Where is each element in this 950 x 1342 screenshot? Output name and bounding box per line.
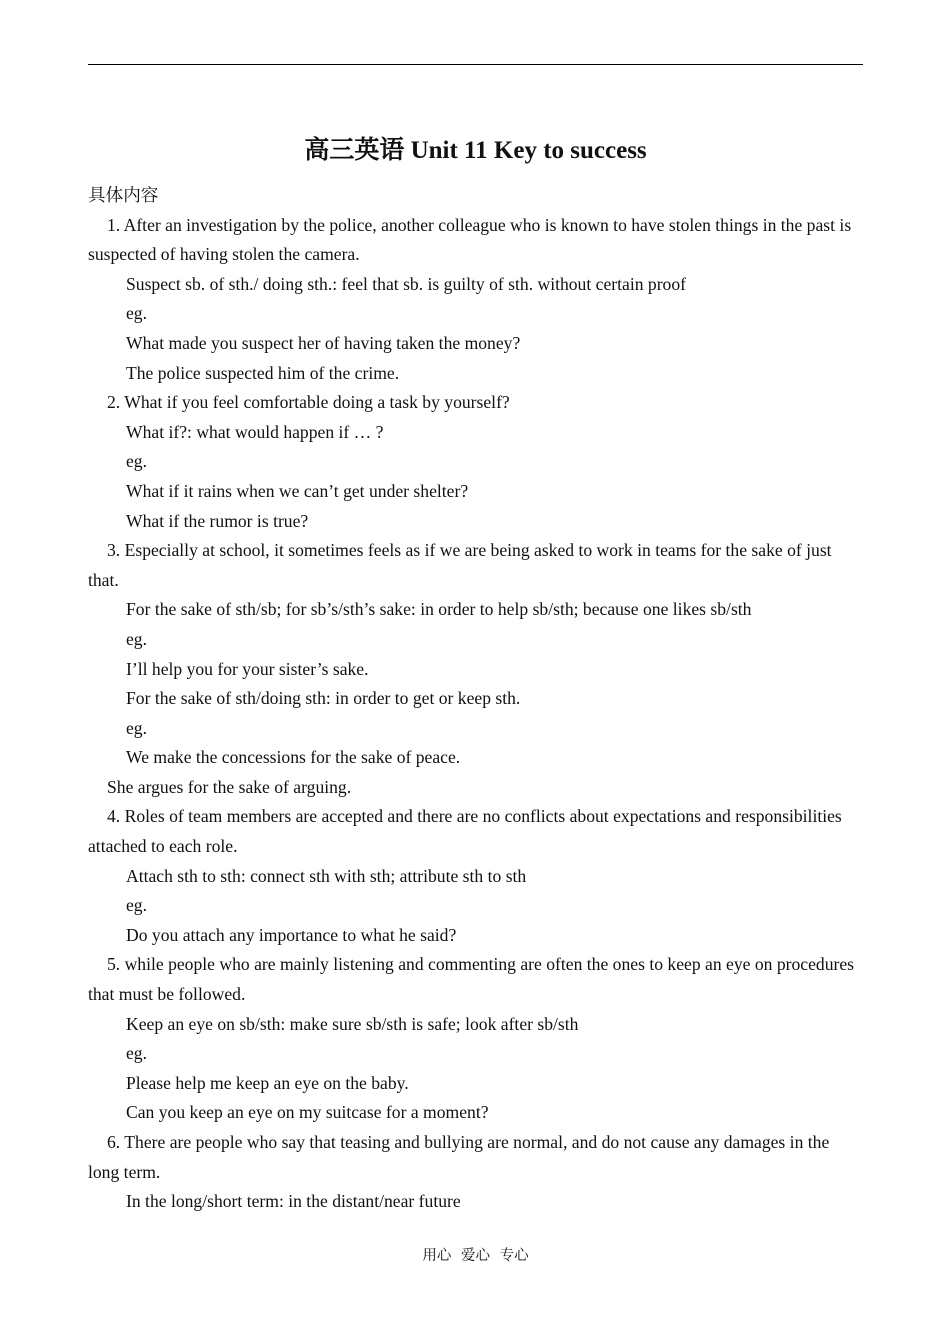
document-title: 高三英语 Unit 11 Key to success — [304, 137, 647, 164]
numbered-item: 4. Roles of team members are accepted and there are no conflicts about expectations and responsibilities attached to each role. — [88, 806, 842, 857]
body-line: What if?: what would happen if … ? — [126, 421, 384, 442]
body-line: Suspect sb. of sth./ doing sth.: feel that sb. is guilty of sth. without certain proof — [126, 273, 687, 294]
body-line: What if it rains when we can’t get under shelter? — [126, 480, 469, 501]
body-line: What if the rumor is true? — [126, 510, 309, 531]
document-body — [88, 181, 863, 1217]
numbered-item: 6. There are people who say that teasing and bullying are normal, and do not cause any damages in the long term. — [88, 1132, 830, 1182]
body-line: Attach sth to sth: connect sth with sth; attribute sth to sth — [126, 865, 527, 886]
header-rule — [88, 64, 863, 65]
section-label: 具体内容 — [88, 185, 159, 205]
body-line: Please help me keep an eye on the baby. — [126, 1072, 409, 1093]
body-line: For the sake of sth/sb; for sb’s/sth’s sake: in order to help sb/sth; because one likes sb/sth — [126, 599, 752, 620]
numbered-item: 3. Especially at school, it sometimes feels as if we are being asked to work in teams for the sake of just that. — [88, 540, 832, 590]
numbered-item: 2. What if you feel comfortable doing a task by yourself? — [107, 392, 510, 413]
body-line: Do you attach any importance to what he said? — [126, 924, 457, 945]
body-line: What made you suspect her of having taken the money? — [126, 332, 521, 353]
body-line: In the long/short term: in the distant/near future — [126, 1191, 461, 1212]
example-marker: eg. — [126, 895, 148, 916]
example-marker: eg. — [126, 1043, 148, 1064]
example-marker: eg. — [126, 451, 148, 472]
page-footer: 用心 爱心 专心 — [422, 1248, 529, 1264]
body-line: I’ll help you for your sister’s sake. — [126, 658, 369, 679]
numbered-item: 5. while people who are mainly listening and commenting are often the ones to keep an eye on procedures that must be followed. — [88, 954, 855, 1005]
body-line: She argues for the sake of arguing. — [107, 776, 352, 797]
body-line: Can you keep an eye on my suitcase for a moment? — [126, 1102, 489, 1123]
body-line: We make the concessions for the sake of peace. — [126, 747, 461, 768]
example-marker: eg. — [126, 717, 148, 738]
numbered-item: 1. After an investigation by the police, another colleague who is known to have stolen things in the past is suspected of having stolen the camera. — [88, 214, 852, 265]
body-line: Keep an eye on sb/sth: make sure sb/sth is safe; look after sb/sth — [126, 1013, 579, 1034]
example-marker: eg. — [126, 303, 148, 324]
body-line: The police suspected him of the crime. — [126, 362, 400, 383]
body-line: For the sake of sth/doing sth: in order to get or keep sth. — [126, 688, 521, 709]
example-marker: eg. — [126, 628, 148, 649]
